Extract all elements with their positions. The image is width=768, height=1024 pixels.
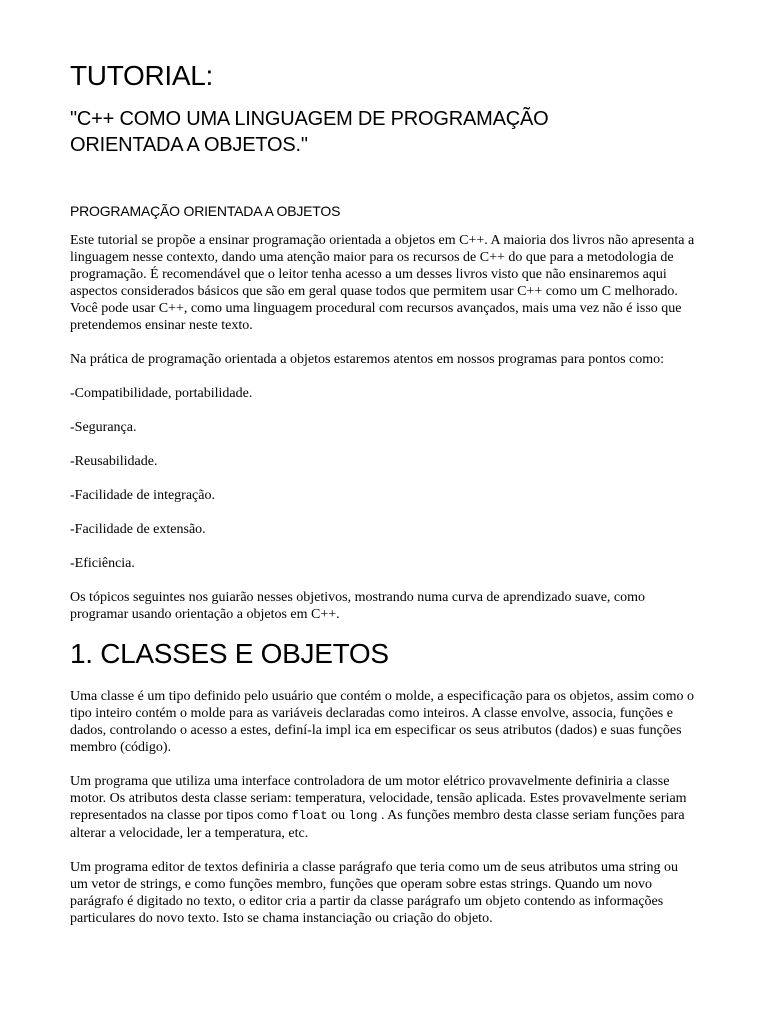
class-paragraph: Uma classe é um tipo definido pelo usuário que contém o molde, a especificação para os objetos, assim como o tipo inteiro contém o molde para as variáveis declaradas como inteiros. A classe envolve, associa, funções e dados, controlando o acesso a estes, definí-la impl ica em especificar os seus atributos (dados) e suas funções membro (código). — [70, 689, 694, 755]
motor-text-before: Um programa que utiliza uma interface controladora de um motor elétrico provavelmente definiria a classe motor. Os atributos desta classe seriam: temperatura, velocidade, tensão aplicada. Estes provavelmente seriam representados na classe por tipos como — [70, 774, 687, 823]
chapter-heading: 1. CLASSES E OBJETOS — [70, 638, 389, 669]
bullet-item: -Compatibilidade, portabilidade. — [70, 386, 253, 401]
intro-paragraph: Este tutorial se propõe a ensinar programação orientada a objetos em C++. A maioria dos livros não apresenta a linguagem nesse contexto, dando uma atenção maior para os recursos de C++ do que para a metodologia de programação. É recomendável que o leitor tenha acesso a um desses livros visto que não ensinaremos aqui aspectos considerados básicos que são em geral quase todos que permitem usar C++ como um C melhorado. Você pode usar C++, como uma linguagem procedural com recursos avançados, mais uma vez não é isso que pretendemos ensinar neste texto. — [70, 233, 695, 333]
subtitle-line-2: ORIENTADA A OBJETOS." — [70, 134, 308, 156]
practice-paragraph: Na prática de programação orientada a objetos estaremos atentos em nossos programas para pontos como: — [70, 352, 665, 367]
motor-paragraph — [70, 773, 698, 842]
bullet-item: -Segurança. — [70, 420, 137, 435]
motor-text-after: . As funções membro desta classe seriam funções para alterar a velocidade, ler a temperatura, etc. — [70, 808, 685, 841]
editor-paragraph: Um programa editor de textos definiria a classe parágrafo que teria como um de seus atributos uma string ou um vetor de strings, e como funções membro, funções que operam sobre estas strings. Quando um novo parágrafo é digitado no texto, o editor cria a partir da classe parágrafo um objeto contendo as informações particulares do novo texto. Isto se chama instanciação ou criação do objeto. — [70, 860, 679, 926]
code-float: float — [291, 809, 328, 823]
code-long: long — [348, 809, 378, 823]
bullet-item: -Facilidade de extensão. — [70, 522, 206, 537]
motor-text-middle: ou — [327, 808, 349, 823]
subtitle-line-1: "C++ COMO UMA LINGUAGEM DE PROGRAMAÇÃO — [70, 108, 549, 130]
section-heading: PROGRAMAÇÃO ORIENTADA A OBJETOS — [70, 203, 341, 219]
document-title: TUTORIAL: — [70, 60, 214, 91]
topics-paragraph: Os tópicos seguintes nos guiarão nesses objetivos, mostrando numa curva de aprendizado suave, como programar usando orientação a objetos em C++. — [70, 590, 646, 622]
document-subtitle — [70, 106, 698, 158]
bullet-item: -Reusabilidade. — [70, 454, 158, 469]
bullet-item: -Eficiência. — [70, 556, 135, 571]
bullet-item: -Facilidade de integração. — [70, 488, 215, 503]
